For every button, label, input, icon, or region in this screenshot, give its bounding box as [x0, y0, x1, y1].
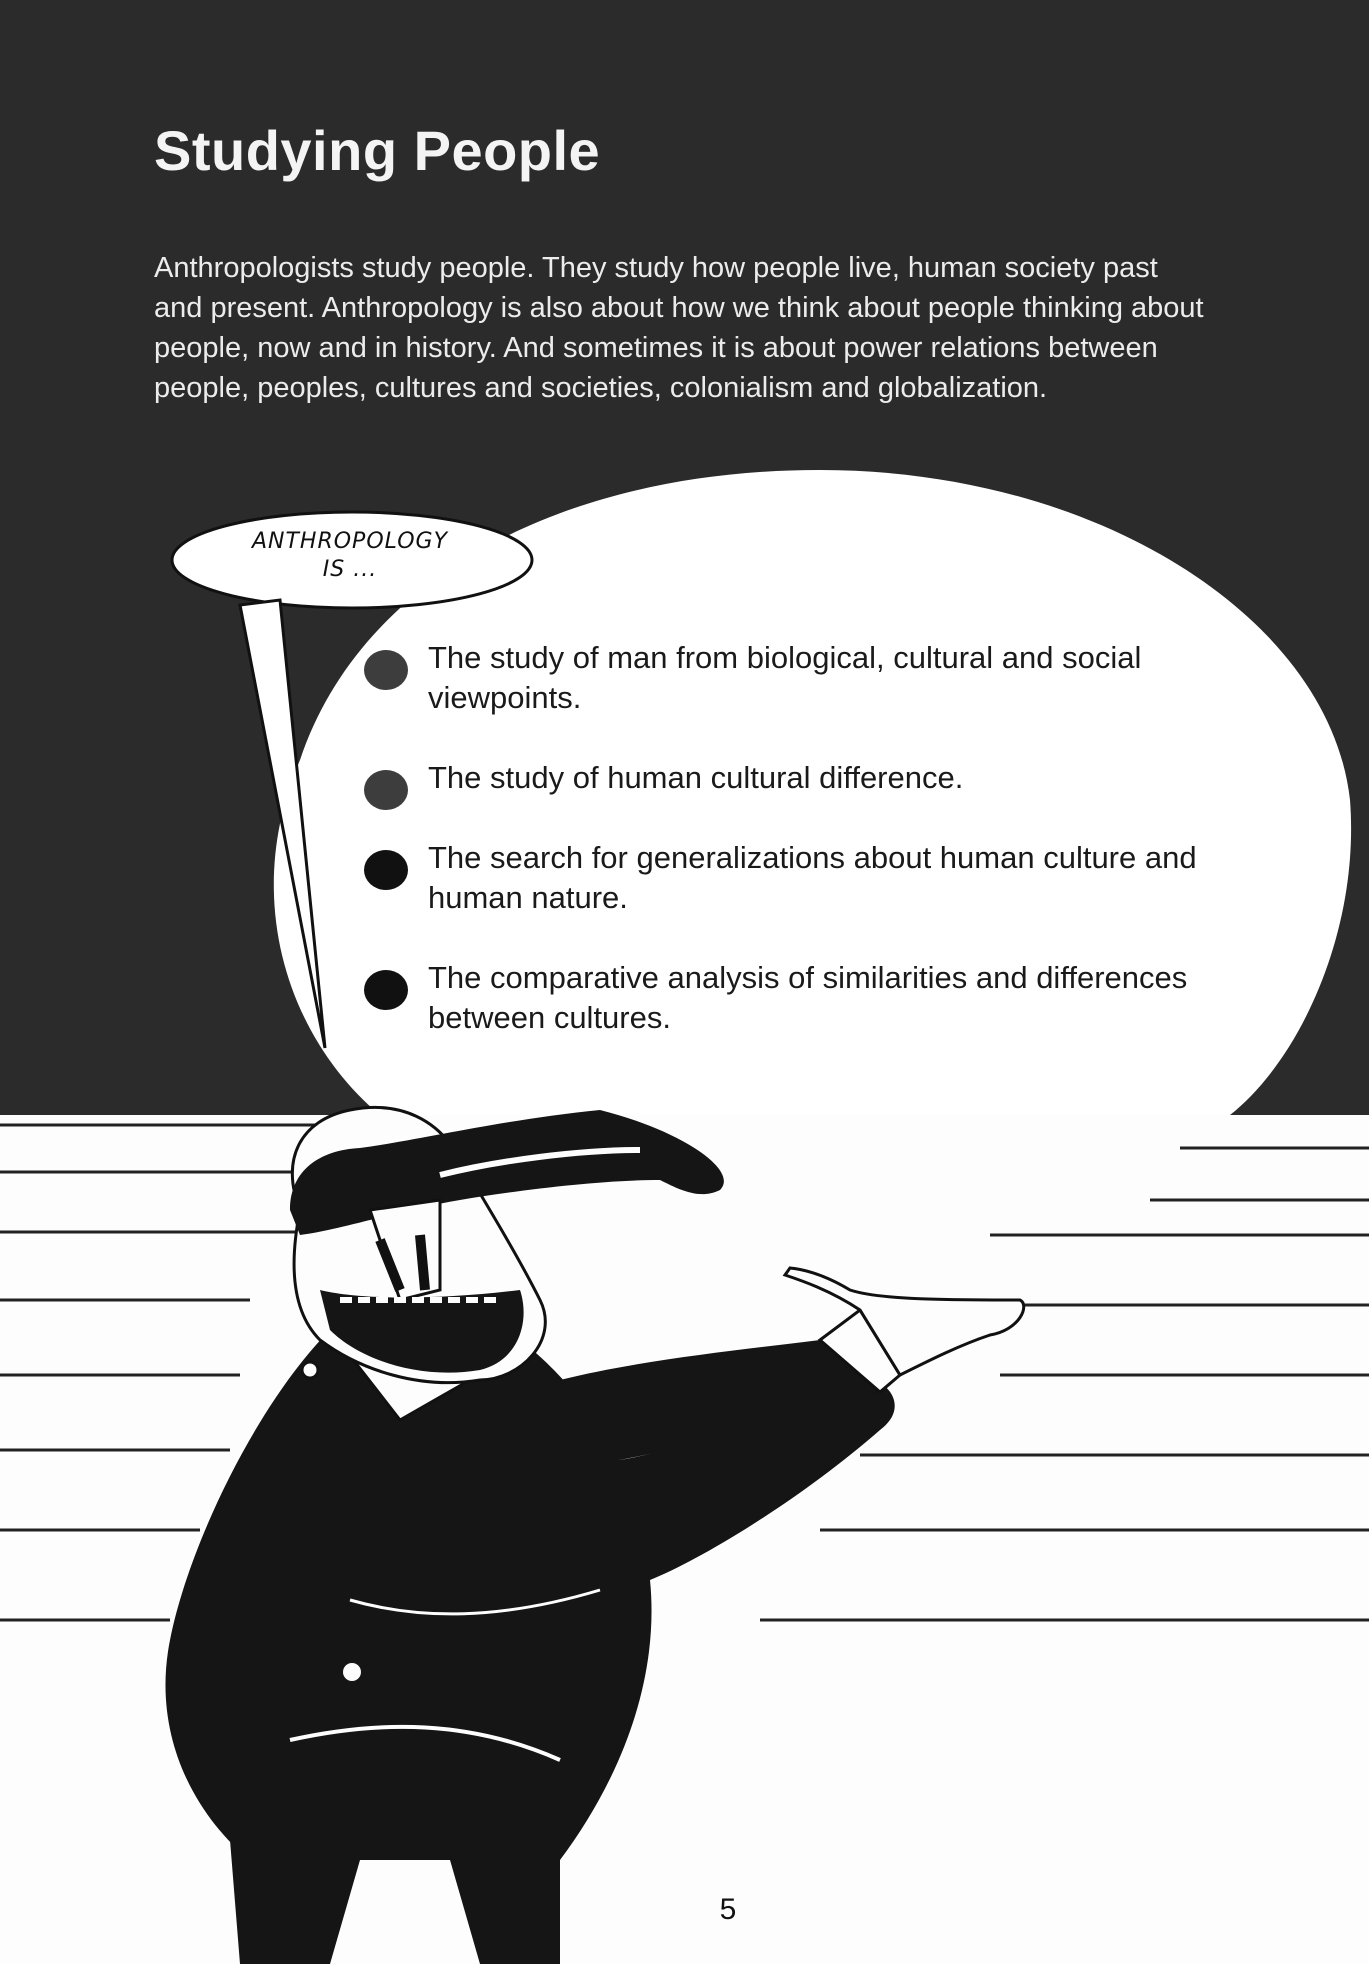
bullet-icon: [364, 970, 408, 1010]
definition-text: The comparative analysis of similarities and differences between cultures.: [428, 960, 1188, 1035]
list-item: [362, 638, 1262, 718]
list-item: [362, 958, 1262, 1038]
list-item: [362, 838, 1262, 918]
definition-text: The study of human cultural difference.: [428, 760, 964, 795]
small-bubble-caption: [200, 528, 500, 584]
caption-line-2: IS ...: [322, 557, 378, 582]
definition-list: [362, 638, 1262, 1038]
intro-paragraph: Anthropologists study people. They study how people live, human society past and present. Anthropology is also about how we think about people thinking about people, now and in history. And sometimes it is about power relations between people, peoples, cultures and societies, colonialism and globalization.: [154, 252, 1204, 404]
definition-text: The study of man from biological, cultural and social viewpoints.: [428, 640, 1142, 715]
page-number: 5: [719, 1893, 737, 1926]
bullet-icon: [364, 850, 408, 890]
page-title: Studying People: [154, 119, 601, 182]
bullet-icon: [364, 770, 408, 810]
bullet-icon: [364, 650, 408, 690]
caption-line-1: ANTHROPOLOGY: [251, 529, 449, 554]
list-item: [362, 758, 1262, 798]
definition-text: The search for generalizations about human culture and human nature.: [428, 840, 1197, 915]
